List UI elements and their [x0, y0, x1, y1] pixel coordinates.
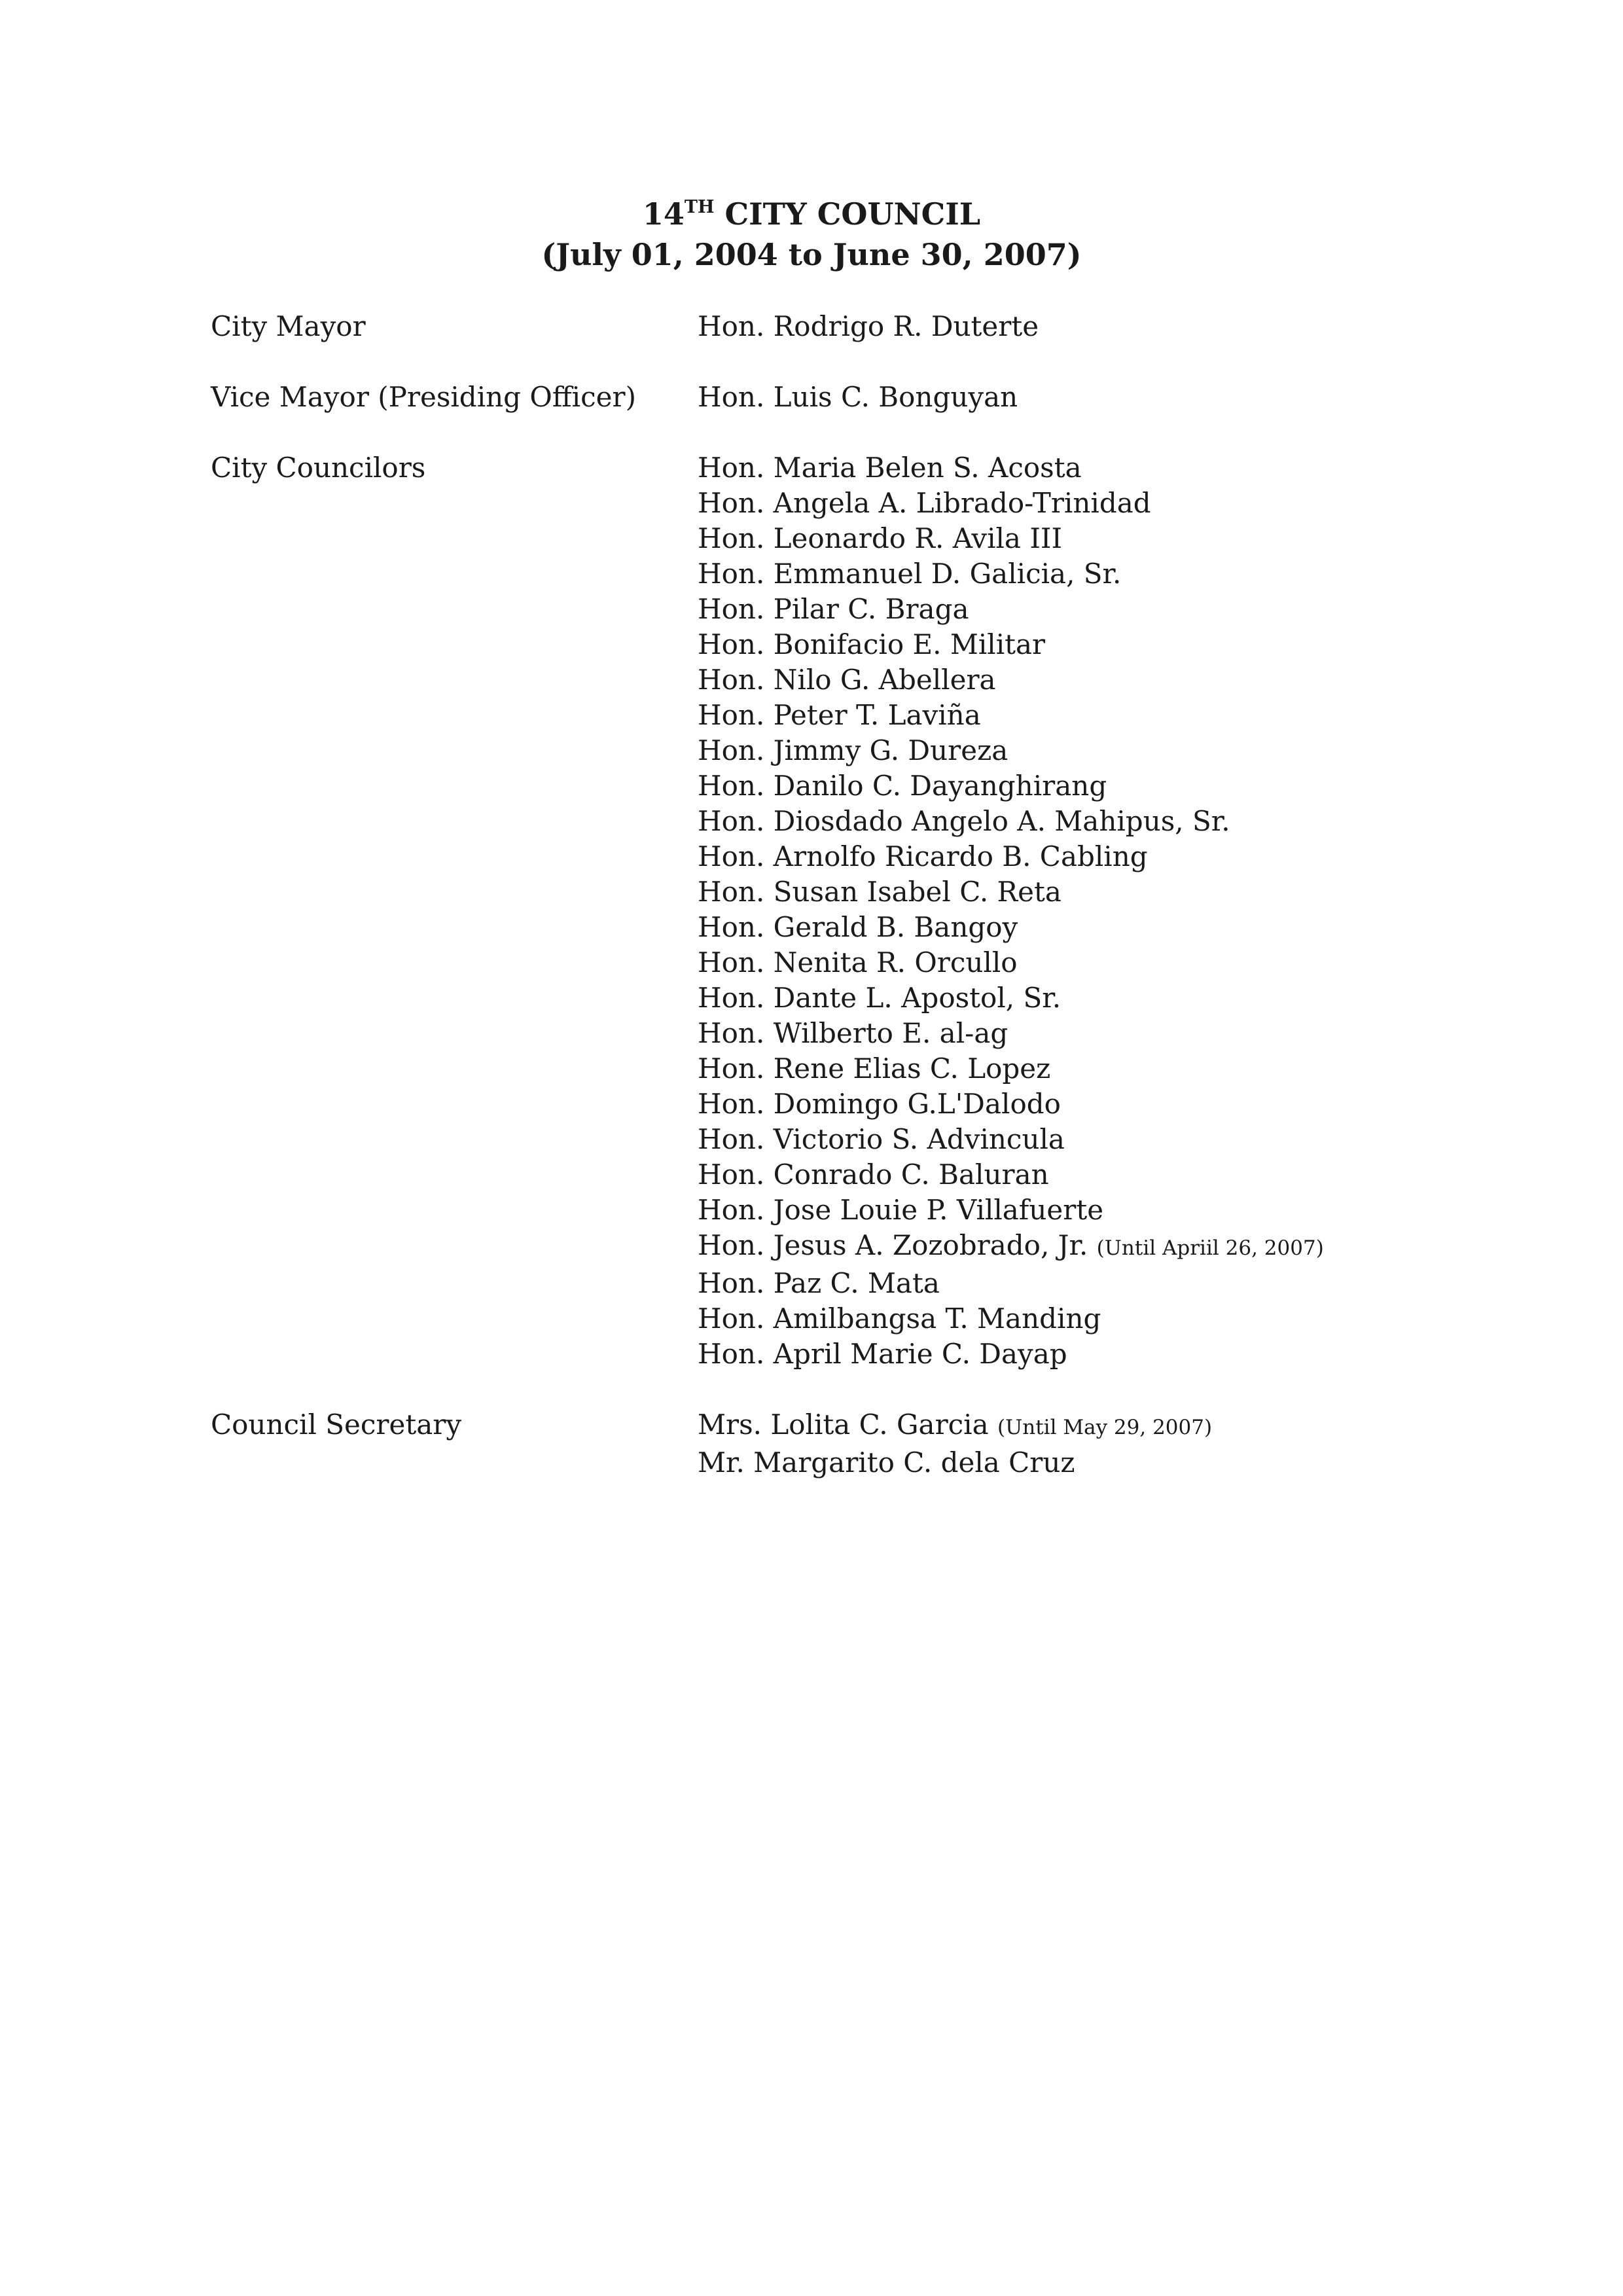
- councilor-item-name: Hon. Diosdado Angelo A. Mahipus, Sr.: [698, 805, 1230, 837]
- councilor-item: [698, 733, 1324, 768]
- councilor-item: [698, 874, 1324, 910]
- councilor-item: [698, 1193, 1324, 1228]
- councilor-item-name: Hon. Jesus A. Zozobrado, Jr.: [698, 1229, 1088, 1261]
- councilor-item-name: Hon. Jose Louie P. Villafuerte: [698, 1194, 1104, 1226]
- vice-mayor-label: Vice Mayor (Presiding Officer): [211, 381, 636, 413]
- document-title: [0, 194, 1623, 275]
- councilor-item-name: Hon. Arnolfo Ricardo B. Cabling: [698, 840, 1148, 872]
- councilor-item: [698, 627, 1324, 662]
- councilor-item-name: Hon. Conrado C. Baluran: [698, 1158, 1049, 1191]
- councilor-item-name: Hon. Nilo G. Abellera: [698, 664, 996, 696]
- secretary-item: [698, 1407, 1212, 1445]
- councilor-item-name: Hon. Angela A. Librado-Trinidad: [698, 487, 1151, 519]
- secretary-list: [698, 1407, 1212, 1480]
- councilor-item: [698, 768, 1324, 804]
- councilor-item: [698, 1336, 1324, 1372]
- councilor-item: [698, 1051, 1324, 1086]
- mayor-name: Hon. Rodrigo R. Duterte: [698, 310, 1039, 342]
- councilor-item: [698, 1228, 1324, 1266]
- councilor-item: [698, 1122, 1324, 1157]
- council-number: 14: [642, 196, 685, 232]
- councilor-item: [698, 1157, 1324, 1193]
- councilor-item-name: Hon. Maria Belen S. Acosta: [698, 452, 1082, 484]
- vice-mayor-values: [698, 380, 1018, 415]
- secretary-item-name: Mrs. Lolita C. Garcia: [698, 1408, 989, 1441]
- councilor-item: [698, 945, 1324, 980]
- councilor-item-note: (Until Apriil 26, 2007): [1096, 1236, 1324, 1260]
- mayor-label: City Mayor: [211, 310, 366, 342]
- councilor-item: [698, 486, 1324, 521]
- councilors-list: [698, 450, 1324, 1372]
- councilor-item-name: Hon. Rene Elias C. Lopez: [698, 1052, 1051, 1085]
- councilor-item-name: Hon. April Marie C. Dayap: [698, 1338, 1067, 1370]
- secretary-label: Council Secretary: [211, 1408, 462, 1441]
- councilor-item-name: Hon. Emmanuel D. Galicia, Sr.: [698, 558, 1122, 590]
- ordinal-suffix: TH: [684, 197, 715, 217]
- councilor-item: [698, 556, 1324, 592]
- mayor-values: [698, 309, 1039, 344]
- councilor-item: [698, 662, 1324, 698]
- councilor-item: [698, 910, 1324, 945]
- councilor-item-name: Hon. Leonardo R. Avila III: [698, 522, 1063, 554]
- councilors-label: City Councilors: [211, 452, 426, 484]
- councilor-item: [698, 1086, 1324, 1122]
- councilor-item: [698, 980, 1324, 1016]
- councilor-item-name: Hon. Victorio S. Advincula: [698, 1123, 1065, 1155]
- council-term: (July 01, 2004 to June 30, 2007): [541, 237, 1082, 272]
- councilor-item-name: Hon. Susan Isabel C. Reta: [698, 876, 1061, 908]
- councilor-item-name: Hon. Jimmy G. Dureza: [698, 734, 1008, 766]
- councilor-item-name: Hon. Danilo C. Dayanghirang: [698, 770, 1107, 802]
- councilor-item: [698, 698, 1324, 733]
- councilor-item-name: Hon. Wilberto E. al-ag: [698, 1017, 1008, 1049]
- council-title-line: [0, 194, 1623, 234]
- secretary-item: [698, 1445, 1212, 1480]
- council-name: CITY COUNCIL: [724, 196, 981, 232]
- councilor-item-name: Hon. Amilbangsa T. Manding: [698, 1302, 1101, 1335]
- councilor-item: [698, 450, 1324, 486]
- councilor-item: [698, 521, 1324, 556]
- councilor-item-name: Hon. Peter T. Laviña: [698, 699, 981, 731]
- councilor-item-name: Hon. Gerald B. Bangoy: [698, 911, 1018, 943]
- councilor-item: [698, 1301, 1324, 1336]
- councilor-item: [698, 1016, 1324, 1051]
- secretary-item-name: Mr. Margarito C. dela Cruz: [698, 1446, 1075, 1479]
- councilor-item-name: Hon. Pilar C. Braga: [698, 593, 969, 625]
- councilor-item: [698, 839, 1324, 874]
- councilor-item-name: Hon. Paz C. Mata: [698, 1267, 940, 1299]
- councilor-item: [698, 804, 1324, 839]
- councilor-item: [698, 1266, 1324, 1301]
- secretary-item-note: (Until May 29, 2007): [997, 1416, 1213, 1439]
- councilor-item-name: Hon. Bonifacio E. Militar: [698, 628, 1046, 660]
- councilor-item-name: Hon. Domingo G.L'Dalodo: [698, 1088, 1061, 1120]
- vice-mayor-name: Hon. Luis C. Bonguyan: [698, 381, 1018, 413]
- councilor-item-name: Hon. Nenita R. Orcullo: [698, 946, 1018, 978]
- councilor-item-name: Hon. Dante L. Apostol, Sr.: [698, 982, 1061, 1014]
- councilor-item: [698, 592, 1324, 627]
